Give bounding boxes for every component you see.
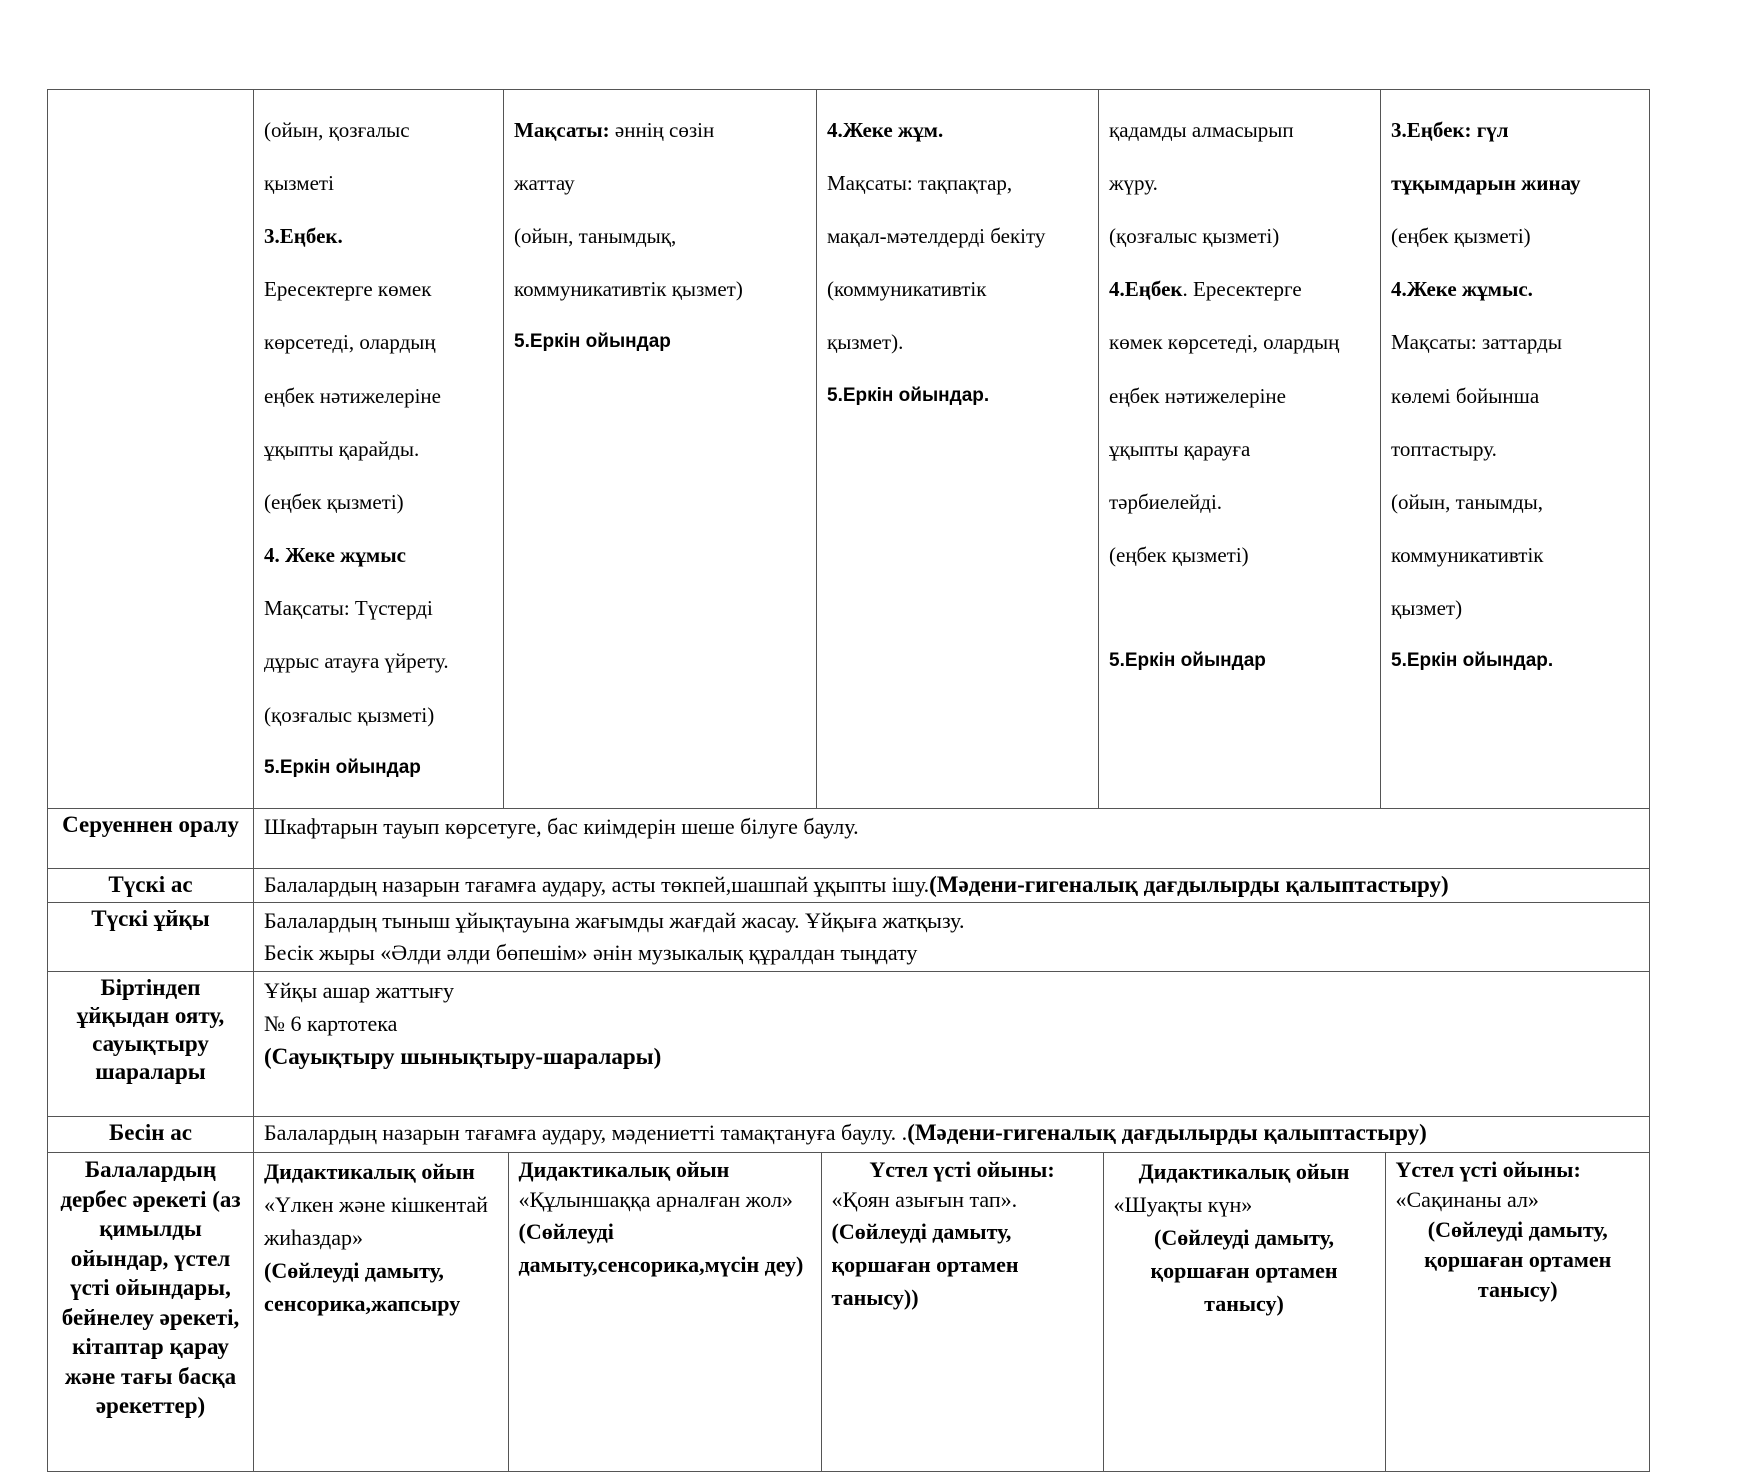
game-name: «Шуақты күн» — [1113, 1192, 1253, 1218]
individual-work-heading: 4.Жеке жұмыс. — [1391, 277, 1533, 302]
activity-col-1 — [254, 90, 504, 809]
text-line: (ойын, танымдық, — [514, 223, 677, 248]
row-header: Бесін ас — [108, 1120, 192, 1146]
text-line: қызмет) — [1391, 596, 1463, 621]
game-tags: (Сөйлеуді дамыту, қоршаған ортамен танысу)) — [831, 1219, 1019, 1311]
text-line: (ойын, танымды, — [1391, 489, 1544, 514]
game-type: Үстел үсті ойыны: — [869, 1157, 1055, 1183]
labor-heading-cont: тұқымдарын жинау — [1391, 170, 1581, 195]
text-line: еңбек нәтижелеріне — [1109, 383, 1286, 408]
activity-row-header — [48, 90, 254, 809]
row-header: Түскі ас — [108, 872, 193, 898]
labor-heading: 3.Еңбек. — [264, 223, 343, 248]
game-name: «Құлыншаққа арналған жол» — [518, 1187, 793, 1213]
row-header: Серуеннен оралу — [62, 812, 239, 838]
game-tags: (Сөйлеуді дамыту,сенсорика,мүсін деу) — [518, 1219, 804, 1278]
text-line: ұқыпты қарайды. — [264, 436, 420, 461]
text-line: еңбек нәтижелеріне — [264, 383, 441, 408]
text-line: (коммуникативтік — [827, 277, 987, 302]
text-line: топтастыру. — [1391, 436, 1497, 461]
nap-row — [48, 903, 1650, 972]
text-line: (қозғалыс қызметі) — [264, 702, 435, 727]
text-line: тәрбиелейді. — [1109, 489, 1223, 514]
text-line: жаттау — [514, 170, 575, 195]
text-line: жүру. — [1109, 170, 1158, 195]
text-line: Мақсаты: заттарды — [1391, 330, 1562, 355]
individual-work-heading: 4.Жеке жұм. — [827, 117, 944, 142]
free-games-heading: 5.Еркін ойындар — [1109, 649, 1266, 671]
game-tags: (Сөйлеуді дамыту, сенсорика,жапсыру — [264, 1258, 461, 1317]
game-type: Дидактикалық ойын — [1138, 1159, 1350, 1185]
text-line: (еңбек қызметі) — [1109, 543, 1249, 568]
activity-col-4 — [1099, 90, 1381, 809]
independent-subtable — [254, 1153, 1650, 1471]
row-text: Ұйқы ашар жаттығу — [264, 978, 455, 1004]
activity-col-3 — [817, 90, 1099, 809]
text-line: Мақсаты: тақпақтар, — [827, 170, 1013, 195]
row-header: Біртіндеп ұйқыдан ояту, сауықтыру шаралары — [76, 975, 225, 1085]
text-line: мақал-мәтелдерді бекіту — [827, 223, 1046, 248]
row-text: № 6 картотека — [264, 1011, 398, 1037]
goal-label: Мақсаты: — [514, 117, 610, 142]
text-line: (еңбек қызметі) — [264, 489, 404, 514]
return-walk-row — [48, 809, 1650, 869]
game-name: «Сақинаны ал» — [1395, 1187, 1539, 1213]
activity-col-5 — [1381, 90, 1650, 809]
game-type: Дидактикалық ойын — [264, 1159, 475, 1185]
text-line: (қозғалыс қызметі) — [1109, 223, 1280, 248]
text-line: көлемі бойынша — [1391, 383, 1540, 408]
row-header: Түскі ұйқы — [91, 906, 210, 932]
game-name: «Үлкен және кішкентай жиһаздар» — [264, 1192, 488, 1251]
text-line: қызмет). — [827, 330, 904, 355]
game-tags: (Сөйлеуді дамыту, қоршаған ортамен танысу) — [1424, 1217, 1612, 1303]
row-text-bold: (Мәдени-гигеналық дағдылырды қалыптастыру) — [929, 872, 1449, 898]
text-line: қызметі — [264, 170, 334, 195]
row-text: Бесік жыры «Әлди әлди бөпешім» әнін музыкалық құралдан тыңдату — [264, 940, 918, 966]
text-line: . Ересектерге — [1182, 277, 1302, 302]
snack-row — [48, 1117, 1650, 1153]
activity-row — [48, 90, 1650, 809]
text-line: ұқыпты қарауға — [1109, 436, 1251, 461]
individual-work-heading: 4. Жеке жұмыс — [264, 543, 406, 568]
goal-text: әннің сөзін — [609, 117, 715, 142]
free-games-heading: 5.Еркін ойындар. — [1391, 650, 1554, 672]
labor-heading: 4.Еңбек — [1109, 277, 1183, 302]
lunch-row — [48, 869, 1650, 903]
daily-plan-table — [47, 89, 1650, 1472]
wakeup-row — [48, 972, 1650, 1117]
row-text-bold: (Мәдени-гигеналық дағдылырды қалыптастыру) — [907, 1120, 1427, 1146]
text-line: (еңбек қызметі) — [1391, 223, 1531, 248]
text-line: (ойын, қозғалыс — [264, 117, 410, 142]
text-line: дұрыс атауға үйрету. — [264, 649, 449, 674]
row-header: Балалардың дербес әрекеті (аз қимылды ойындар, үстел үсті ойындары, бейнелеу әрекеті, кітаптар қарау және тағы басқа әрекеттер) — [60, 1157, 241, 1419]
game-name: «Қоян азығын тап». — [831, 1187, 1018, 1213]
free-games-heading: 5.Еркін ойындар — [264, 756, 421, 778]
row-text-bold: (Сауықтыру шынықтыру-шаралары) — [264, 1044, 662, 1070]
row-text: Шкафтарын тауып көрсетуге, бас киімдерін шеше білуге баулу. — [264, 814, 859, 840]
free-games-heading: 5.Еркін ойындар — [514, 331, 671, 353]
row-text: Балалардың назарын тағамға аудару, мәдениетті тамақтануға баулу. . — [264, 1120, 908, 1146]
free-games-heading: 5.Еркін ойындар. — [827, 384, 990, 406]
text-line: көмек көрсетеді, олардың — [1109, 330, 1340, 355]
game-type: Үстел үсті ойыны: — [1395, 1157, 1581, 1183]
labor-heading: 3.Еңбек: гүл — [1391, 117, 1509, 142]
text-line: көрсетеді, олардың — [264, 330, 436, 355]
game-type: Дидактикалық ойын — [518, 1157, 730, 1183]
activity-col-2 — [504, 90, 817, 809]
text-line: Мақсаты: Түстерді — [264, 596, 433, 621]
text-line: коммуникативтік қызмет) — [514, 277, 743, 302]
row-text: Балалардың назарын тағамға аудару, асты төкпей,шашпай ұқыпты ішу. — [264, 872, 930, 898]
row-text: Балалардың тыныш ұйықтауына жағымды жағдай жасау. Ұйқыға жатқызу. — [264, 908, 965, 934]
text-line: қадамды алмасырып — [1109, 117, 1294, 142]
game-tags: (Сөйлеуді дамыту, қоршаған ортамен танысу) — [1150, 1225, 1338, 1317]
text-line: коммуникативтік — [1391, 543, 1544, 568]
text-line: Ересектерге көмек — [264, 277, 432, 302]
independent-row — [48, 1153, 1650, 1472]
